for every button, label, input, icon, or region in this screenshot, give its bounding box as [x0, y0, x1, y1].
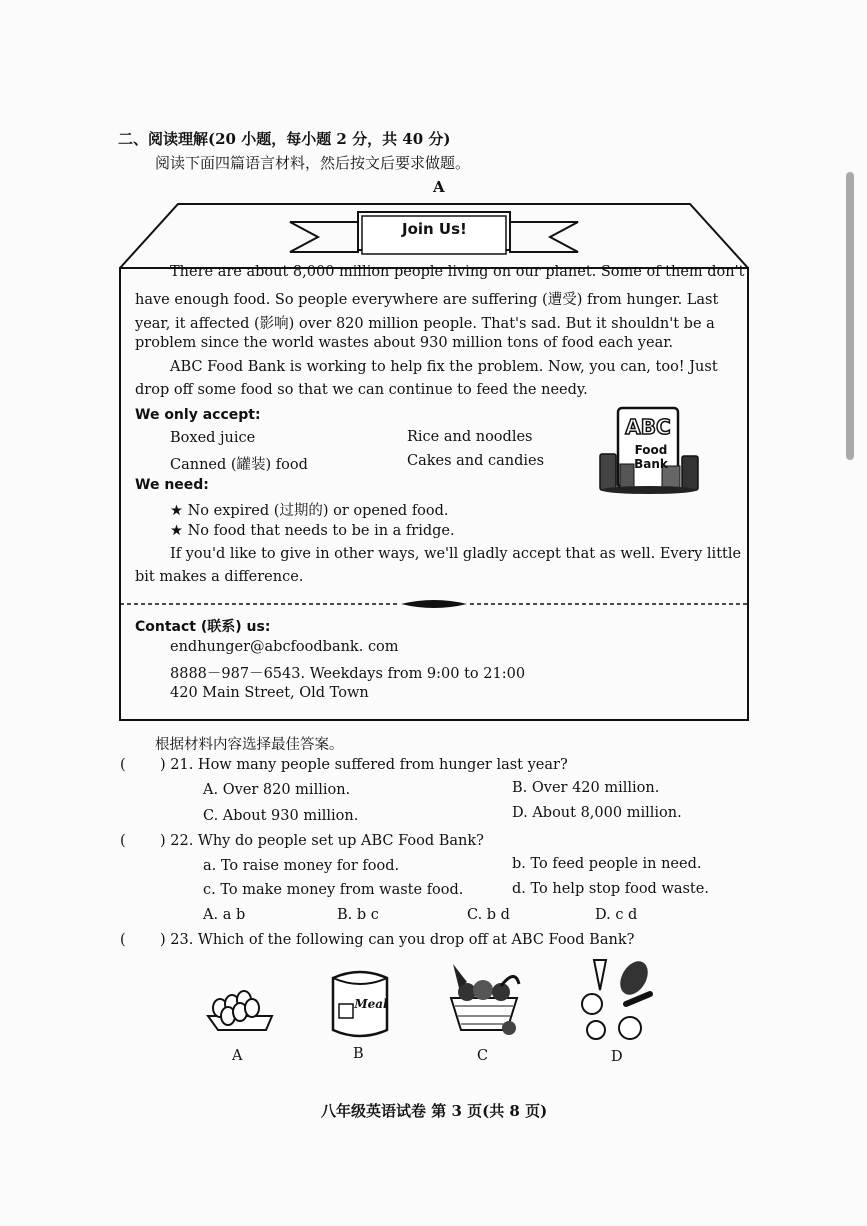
q21-option: A. Over 820 million. [203, 782, 351, 798]
answer-paren: ( [120, 833, 126, 849]
accept-item: Cakes and candies [407, 453, 545, 469]
need-item: ★ No food that needs to be in a fridge. [170, 523, 455, 539]
q23-choice-label: A [232, 1048, 243, 1064]
contact-heading: Contact (联系) us: [135, 619, 271, 635]
passage-letter: A [433, 178, 445, 196]
star-icon: ★ [170, 523, 188, 539]
ad-banner-title: Join Us! [402, 220, 467, 238]
q21-option: C. About 930 million. [203, 808, 359, 824]
q22-option: D. c d [595, 907, 638, 923]
accept-item: Rice and noodles [407, 429, 533, 445]
fruit-basket-icon [445, 958, 523, 1038]
contact-phone: 8888－987－6543. Weekdays from 9:00 to 21:00 [170, 666, 526, 682]
question-23: ) 23. Which of the following can you drop off at ABC Food Bank? [160, 932, 635, 948]
instruction-text: 阅读下面四篇语言材料，然后按文后要求做题。 [155, 154, 471, 172]
q22-sub: a. To raise money for food. [203, 858, 400, 874]
ad-paragraph-line: year, it affected (影响) over 820 million people. That's sad. But it shouldn't be a [135, 316, 715, 332]
q21-option: D. About 8,000 million. [512, 805, 682, 821]
page-footer: 八年级英语试卷 第 3 页(共 8 页) [321, 1102, 548, 1120]
answer-paren: ( [120, 932, 126, 948]
food-bank-logo [596, 404, 702, 496]
canned-food-icon [327, 964, 393, 1042]
q23-choice-label: B [353, 1046, 364, 1062]
accept-item: Canned (罐装) food [170, 457, 308, 473]
contact-email: endhunger@abcfoodbank. com [170, 639, 399, 655]
q22-sub: b. To feed people in need. [512, 856, 702, 872]
q23-choice-label: C [477, 1048, 489, 1064]
answer-paren: ( [120, 757, 126, 773]
ad-paragraph-line: drop off some food so that we can continue to feed the needy. [135, 382, 588, 398]
questions-intro: 根据材料内容选择最佳答案。 [155, 737, 344, 753]
q21-option: B. Over 420 million. [512, 780, 660, 796]
accept-heading: We only accept: [135, 407, 261, 423]
logo-bank: Bank [634, 457, 668, 471]
vegetables-icon [576, 956, 656, 1046]
need-heading: We need: [135, 477, 209, 493]
q22-option: A. a b [203, 907, 246, 923]
closing-line: If you'd like to give in other ways, we'll gladly accept that as well. Every little [170, 546, 742, 562]
q22-option: B. b c [337, 907, 379, 923]
section-title: 二、阅读理解(20 小题，每小题 2 分，共 40 分) [118, 130, 451, 148]
logo-abc: ABC [625, 415, 671, 439]
ad-paragraph-line: problem since the world wastes about 930 million tons of food each year. [135, 335, 674, 351]
question-22: ) 22. Why do people set up ABC Food Bank? [160, 833, 484, 849]
ad-paragraph-line: have enough food. So people everywhere are suffering (遭受) from hunger. Last [135, 292, 719, 308]
can-label: Meal [354, 997, 388, 1011]
logo-food: Food [634, 443, 668, 457]
closing-line: bit makes a difference. [135, 569, 304, 585]
contact-address: 420 Main Street, Old Town [170, 685, 369, 701]
egg-carton-icon [204, 986, 274, 1036]
scrollbar[interactable] [846, 172, 854, 460]
need-item: ★ No expired (过期的) or opened food. [170, 503, 449, 519]
q23-choice-label: D [611, 1049, 623, 1065]
q22-sub: d. To help stop food waste. [512, 881, 709, 897]
q22-sub: c. To make money from waste food. [203, 882, 464, 898]
question-21: ) 21. How many people suffered from hunger last year? [160, 757, 568, 773]
accept-item: Boxed juice [170, 430, 256, 446]
ad-paragraph-line: There are about 8,000 million people living on our planet. Some of them don't [170, 264, 745, 280]
q22-option: C. b d [467, 907, 510, 923]
star-icon: ★ [170, 503, 188, 519]
ad-paragraph-line: ABC Food Bank is working to help fix the problem. Now, you can, too! Just [170, 359, 718, 375]
